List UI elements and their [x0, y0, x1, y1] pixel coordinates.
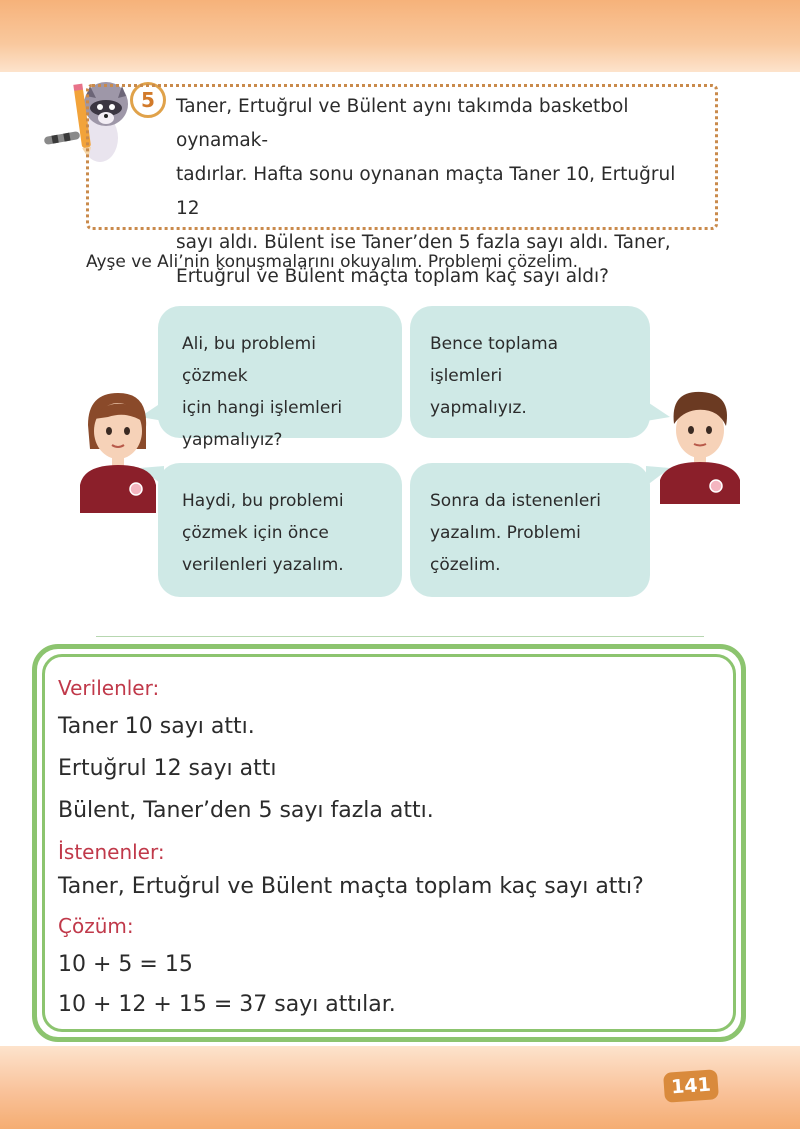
given-line: Taner 10 sayı attı. [58, 714, 255, 739]
bubble-line: yazalım. Problemi [430, 523, 581, 543]
bubble-line: için hangi işlemleri [182, 398, 343, 418]
boy-ali-icon [656, 384, 742, 504]
bubble-line: Sonra da istenenleri [430, 491, 601, 511]
asked-line: Taner, Ertuğrul ve Bülent maçta toplam kaç sayı attı? [58, 874, 644, 899]
bubble-line: Ali, bu problemi çözmek [182, 334, 316, 386]
bubble-line: çözelim. [430, 555, 501, 575]
solution-heading: Çözüm: [58, 914, 134, 938]
asked-heading: İstenenler: [58, 840, 165, 864]
speech-bubble-ali-2 [410, 463, 650, 597]
bubble-line: çözmek için önce [182, 523, 329, 543]
problem-number-badge: 5 [130, 82, 166, 118]
problem-line: Ertuğrul ve Bülent maçta toplam kaç sayı aldı? [176, 266, 609, 287]
solution-step: 10 + 12 + 15 = 37 sayı attılar. [58, 992, 396, 1017]
page-number: 141 [663, 1069, 719, 1103]
section-divider [96, 636, 704, 637]
bubble-line: yapmalıyız? [182, 430, 283, 450]
bubble-line: yapmalıyız. [430, 398, 527, 418]
problem-line: Taner, Ertuğrul ve Bülent aynı takımda basketbol oynamak- [176, 96, 629, 151]
bubble-line: Bence toplama işlemleri [430, 334, 559, 386]
bubble-line: verilenleri yazalım. [182, 555, 344, 575]
solution-step: 10 + 5 = 15 [58, 952, 193, 977]
bubble-line: Haydi, bu problemi [182, 491, 344, 511]
given-heading: Verilenler: [58, 676, 160, 700]
intro-instruction: Ayşe ve Ali’nin konuşmalarını okuyalım. Problemi çözelim. [86, 252, 579, 272]
speech-bubble-ayse-1 [158, 306, 402, 450]
speech-bubble-ali-1 [410, 306, 650, 438]
problem-line: tadırlar. Hafta sonu oynanan maçta Taner 10, Ertuğrul 12 [176, 164, 676, 219]
given-line: Ertuğrul 12 sayı attı [58, 756, 277, 781]
given-line: Bülent, Taner’den 5 sayı fazla attı. [58, 798, 434, 823]
problem-line: sayı aldı. Bülent ise Taner’den 5 fazla sayı aldı. Taner, [176, 232, 671, 253]
girl-ayse-icon [74, 385, 160, 513]
top-band [0, 0, 800, 72]
speech-bubble-ayse-2 [158, 463, 402, 597]
